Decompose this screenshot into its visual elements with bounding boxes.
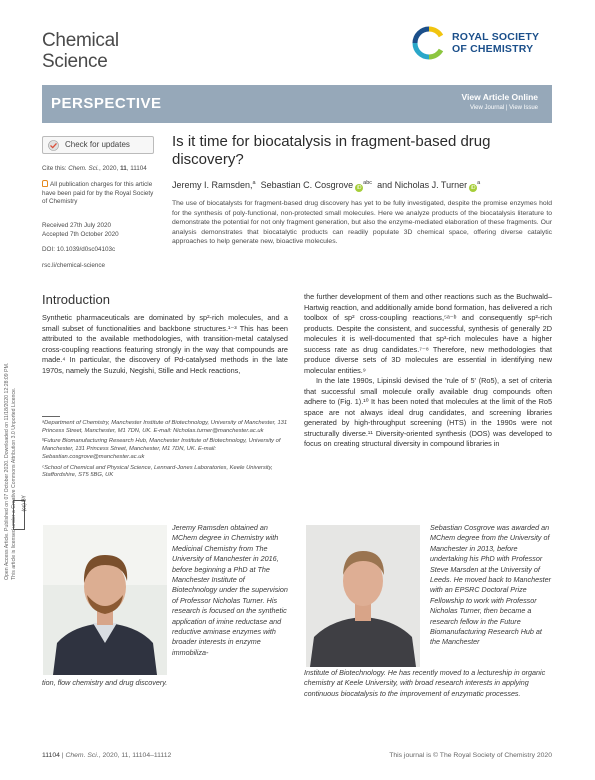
bio-ramsden-continued: tion, flow chemistry and drug discovery.	[42, 678, 168, 687]
article-title: Is it time for biocatalysis in fragment-based drug discovery?	[172, 133, 491, 168]
intro-paragraph: In the late 1990s, Lipinski devised the 'rule of 5' (Ro5), a set of criteria that successful small molecule orally available drug compounds often adhere to (Fig. 1).¹⁰ It has been noted that molecules at the limit of the Ro5 space are not always ideal drug candidates, and screening libraries generated by high-throughput screening (HTS) in the 1990s were not structurally diverse.¹¹ Diversity-oriented synthesis (DOS) was developed to focus on creating structural diversity in compound libraries in	[304, 376, 552, 448]
accepted-date: Accepted 7th October 2020	[42, 231, 119, 238]
intro-paragraph: Synthetic pharmaceuticals are dominated by sp²-rich molecules, and a small subset of functionalities and backbone structures.¹⁻³ This has been attributed to the available methodologies, with transition-metal catalysed cross-coupling reactions featuring strongly in the way that compounds are made.⁴ In particular, the discovery of Pd-catalysed methods in the late 1970s, namely the Suzuki, Negishi, Stille and Heck reactions,	[42, 313, 288, 375]
author3-affil: a	[477, 180, 481, 186]
received-date: Received 27th July 2020	[42, 222, 111, 229]
article-type-label: PERSPECTIVE	[51, 95, 162, 112]
bio-ramsden: Jeremy Ramsden obtained an MChem degree in Chemistry with Medicinal Chemistry from The University of Manchester in 2016, before beginning a PhD at The Manchester Institute of Biotechnology under the supervision of Professor Nicholas Turner. His research is focused on the synthetic application of imine reductase and reductive aminase enzymes with broader interests in enzyme immobiliza-	[172, 523, 288, 657]
journal-title-line2: Science	[42, 51, 108, 72]
author-photo-cosgrove	[306, 525, 420, 667]
abstract: The use of biocatalysts for fragment-based drug discovery has yet to be fully investigated, despite the promise enzymes hold for the synthesis of poly-functional, non-protected small molecules. Here we analyze products of the biocatalysis literature to demonstrate the potential for not only fragment generation, but also the enzyme-mediated elaboration of these fragments. Our analysis demonstrates that biocatalytic products can readily populate 3D chemical space, offering diverse catalytic approaches to help generate new, bioactive molecules.	[172, 200, 552, 246]
rsc-text-line2: OF CHEMISTRY	[452, 43, 534, 55]
check-updates-icon	[48, 140, 59, 151]
author-cosgrove[interactable]: Sebastian C. Cosgrove	[260, 180, 354, 190]
author-list	[172, 180, 552, 192]
cc-by-badge-icon[interactable]	[13, 495, 28, 530]
page-number: 11104	[42, 752, 60, 759]
view-article-online-link[interactable]: View Article Online	[461, 92, 538, 102]
open-access-lock-icon	[42, 180, 48, 187]
footnote-divider	[42, 416, 60, 417]
author-photo-ramsden	[43, 525, 167, 675]
footer-reference: , 2020, 11, 11104–11112	[98, 752, 172, 759]
check-updates-label: Check for updates	[65, 140, 130, 149]
intro-paragraph: the further development of them and other reactions such as the Buchwald–Hartwig reaction, and additionally amide bond formation, has delivered a rich toolbox of sp² cross-coupling reactions,⁵ᵃ⁻ᵇ and consequently sp²-rich products. Despite the consistent, and successful, synthesis of generally 2D molecules it is well-documented that sp³-rich molecules have a higher success rate as drug candidates.⁷⁻⁸ Therefore, new methodologies that produce diverse sets of 3D molecules are essential in identifying new molecular entities.⁹	[304, 292, 552, 375]
rsc-logo	[412, 26, 562, 66]
introduction-heading: Introduction	[42, 292, 110, 307]
author2-affil: abc	[363, 180, 373, 186]
author1-affil: a	[252, 180, 256, 186]
journal-title	[42, 30, 119, 72]
cite-prefix: Cite this:	[42, 165, 69, 172]
affiliations	[42, 420, 288, 483]
affiliation-item: ᵇFuture Biomanufacturing Research Hub, Manchester Institute of Biotechnology, University of Manchester, 131 Princess Street, Manchester, M1 7DN, UK. E-mail: Sebastian.cosgrove@manchester.ac.uk	[42, 438, 281, 460]
cite-pages: , 11104	[126, 165, 147, 172]
journal-title-line1: Chemical	[42, 30, 119, 51]
orcid-icon[interactable]: iD	[470, 185, 476, 191]
rsc-ring-icon	[412, 26, 446, 60]
check-for-updates-button[interactable]	[42, 136, 154, 154]
open-access-line: Open Access Article. Published on 07 October 2020. Downloaded on 11/18/2020 12:28:09 PM.	[4, 362, 10, 580]
footer-journal: Chem. Sci.	[65, 752, 99, 759]
author-ramsden[interactable]: Jeremy I. Ramsden,	[172, 180, 253, 190]
affiliation-item: ᶜSchool of Chemical and Physical Science, Lennard-Jones Laboratories, Keele University, Staffordshire, ST5 5BG, UK	[42, 464, 273, 479]
charges-text: All publication charges for this article have been paid for by the Royal Society of Chemistry	[42, 181, 154, 205]
footer-separator: |	[59, 752, 66, 759]
doi[interactable]: DOI: 10.1039/d0sc04103c	[42, 246, 116, 253]
journal-site-link[interactable]: rsc.li/chemical-science	[42, 262, 105, 269]
cite-volume: 11	[120, 165, 127, 172]
rsc-text-line1: ROYAL SOCIETY	[452, 31, 540, 43]
cite-journal: Chem. Sci.	[68, 165, 100, 172]
author-turner[interactable]: and Nicholas J. Turner	[377, 180, 468, 190]
cc-badge-text: (cc) BY	[21, 495, 28, 512]
citation	[42, 165, 154, 174]
orcid-icon[interactable]: iD	[356, 185, 362, 191]
bio-cosgrove-continued: Institute of Biotechnology. He has recently moved to a lectureship in organic chemistry at Keele University, with broad research interests in applying continuous biocatalysis to the improvement of enzymatic processes.	[304, 668, 546, 698]
bio-cosgrove: Sebastian Cosgrove was awarded an MChem degree from the University of Manchester in 2013, before undertaking his PhD with Professor Steve Marsden at the University of Leeds. He moved back to Manchester with an EPSRC Doctoral Prize Fellowship to work with Professor Nicholas Turner, then became a research fellow in the Future Biomanufacturing Research Hub at the Manchester	[430, 523, 552, 647]
view-journal-issue-link[interactable]: View Journal | View Issue	[469, 105, 538, 111]
affiliation-item: ᵃDepartment of Chemistry, Manchester Institute of Biotechnology, University of Manchester, 131 Princess Street, Manchester, M1 7DN, UK. E-mail: Nicholas.turner@manchester.ac.uk	[42, 420, 288, 434]
body-column-left	[42, 313, 288, 376]
body-column-right	[304, 292, 552, 450]
footer-copyright: This journal is © The Royal Society of Chemistry 2020	[389, 752, 552, 759]
publication-charges-note	[42, 180, 154, 207]
cite-year: , 2020,	[99, 165, 121, 172]
licence-line[interactable]: This article is licensed under a Creative Commons Attribution 3.0 Unported Licence.	[11, 387, 17, 580]
article-type-band	[42, 85, 552, 123]
